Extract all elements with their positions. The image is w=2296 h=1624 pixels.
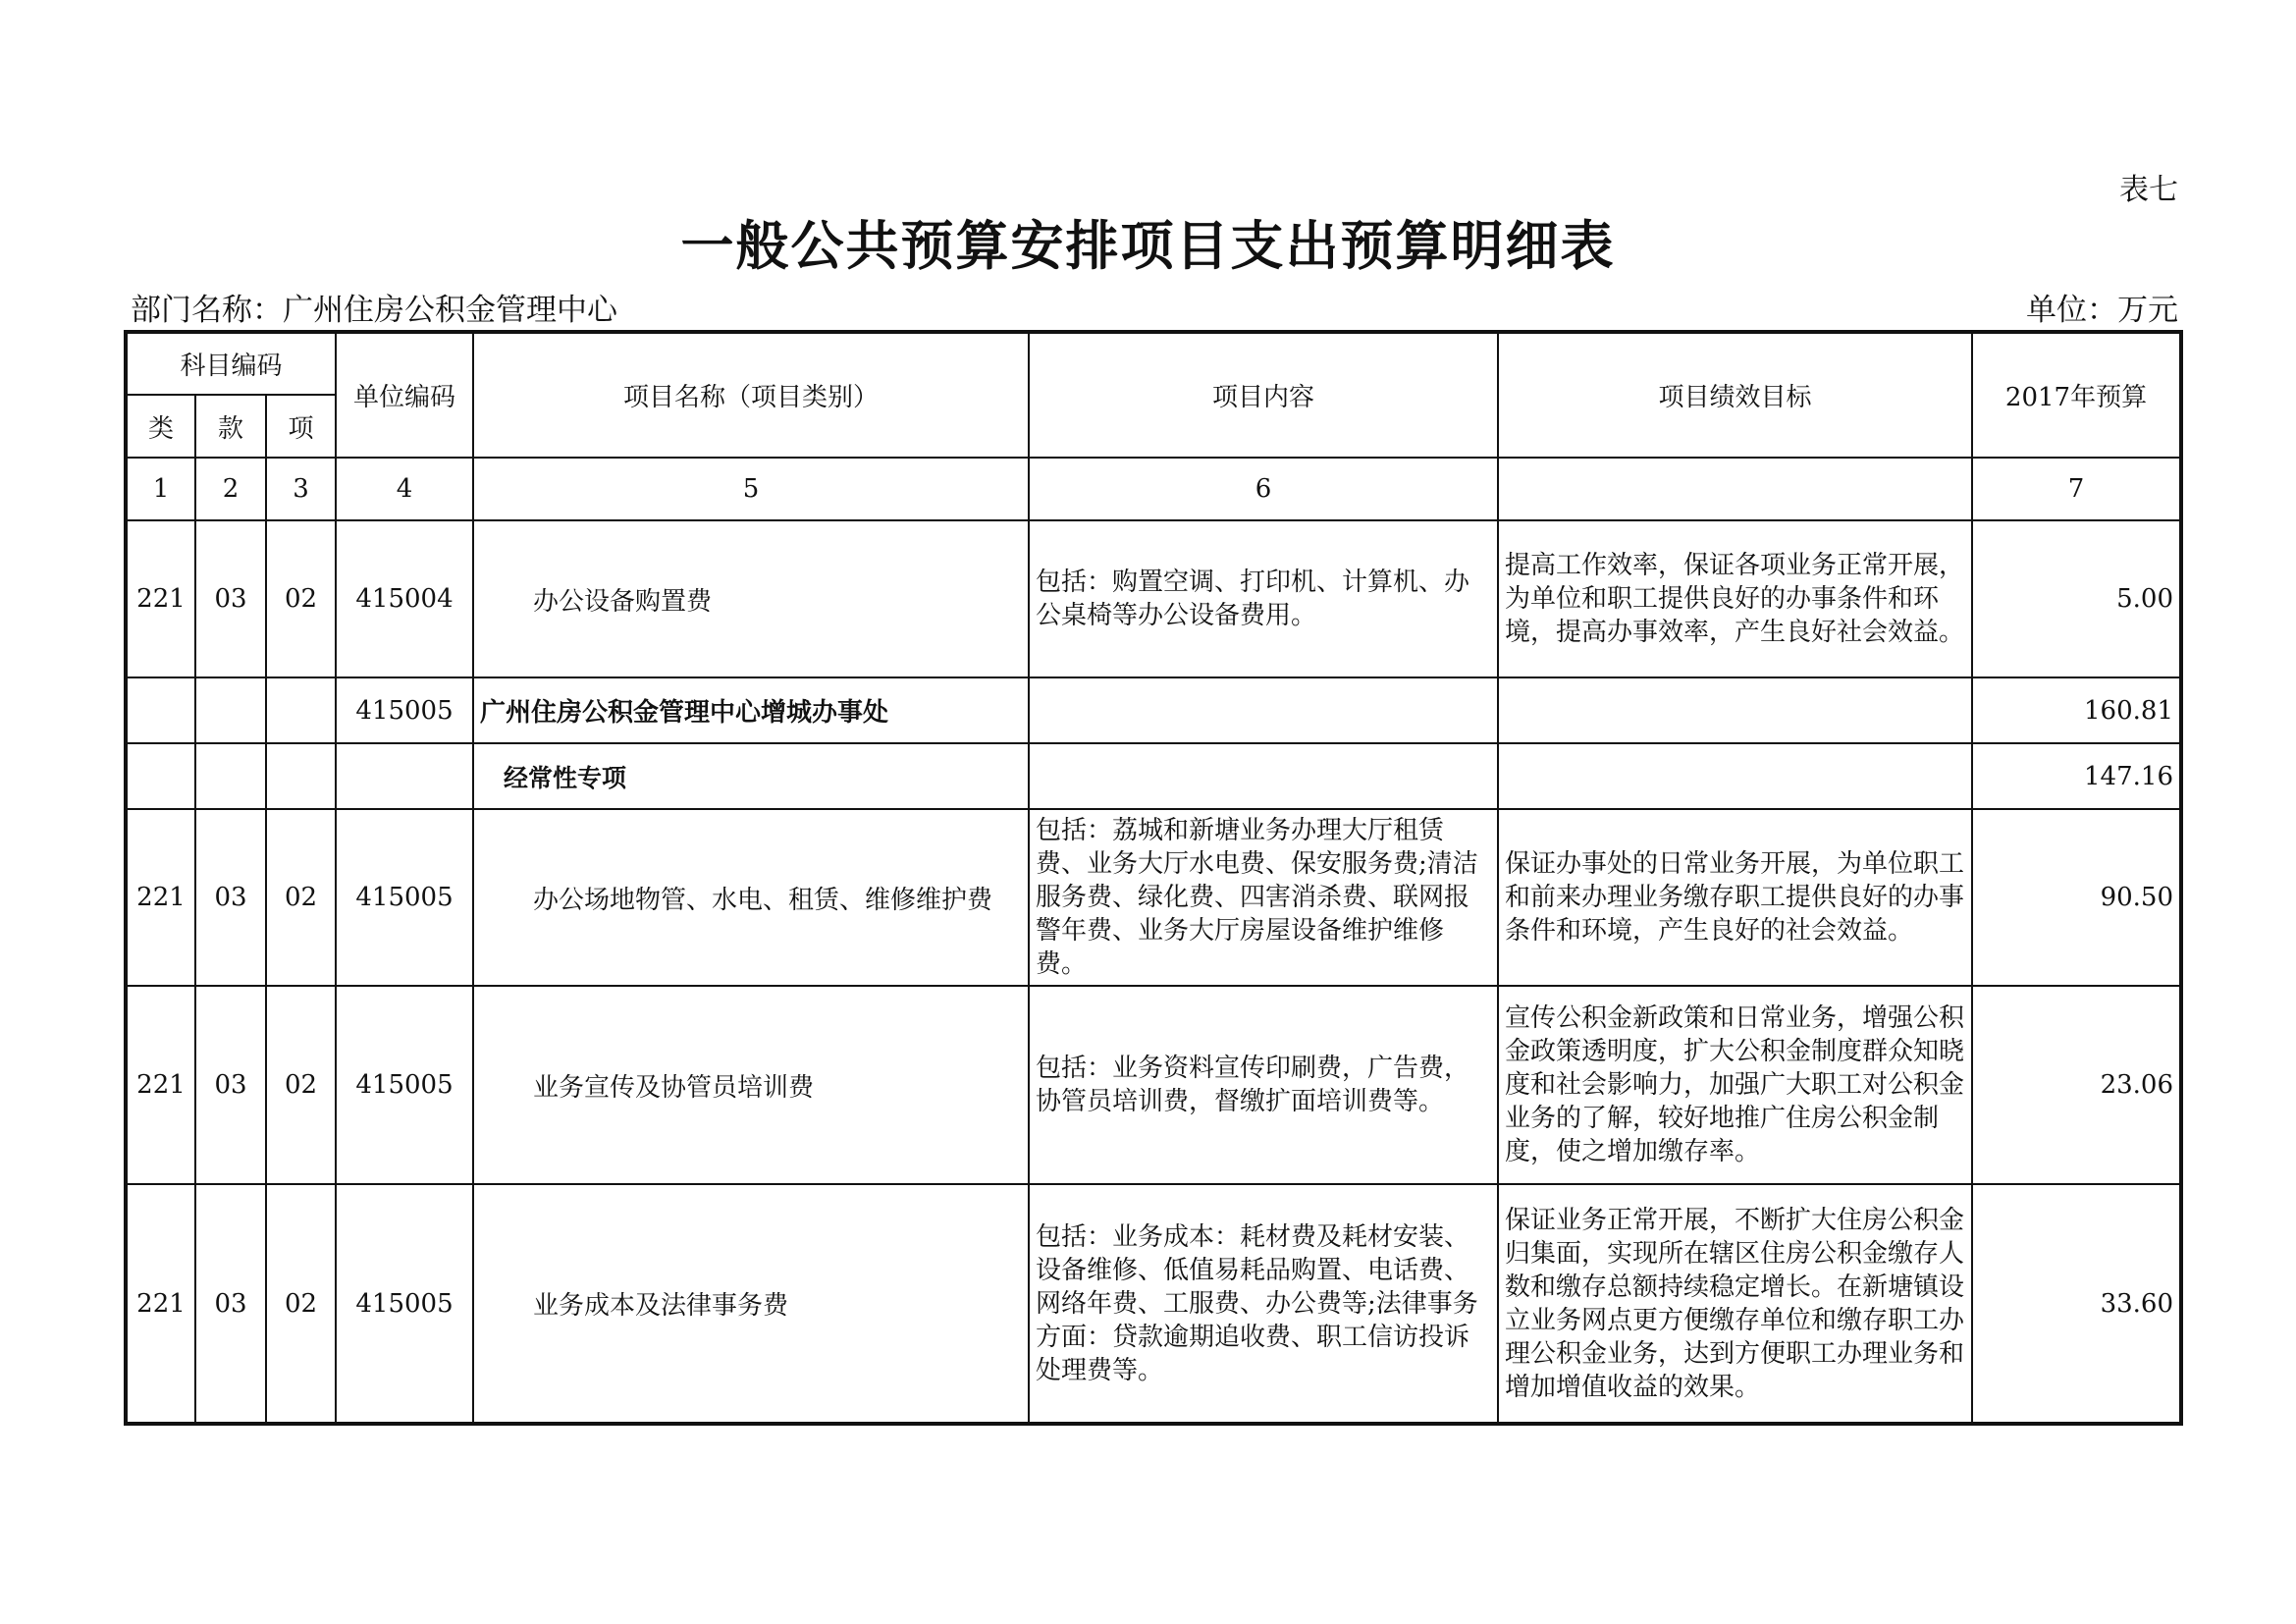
table-row bbox=[126, 1184, 2181, 1424]
table-row bbox=[126, 743, 2181, 809]
header-row-1 bbox=[126, 332, 2181, 395]
unit-code-cell bbox=[336, 743, 473, 809]
budget-cell: 33.60 bbox=[1972, 1184, 2181, 1424]
project-name-cell: 经常性专项 bbox=[473, 743, 1029, 809]
unit-code-header: 单位编码 bbox=[336, 332, 473, 458]
section-cell: 03 bbox=[195, 1184, 266, 1424]
page-title: 一般公共预算安排项目支出预算明细表 bbox=[680, 215, 1616, 277]
table-row bbox=[126, 677, 2181, 743]
column-number: 3 bbox=[266, 458, 336, 520]
unit-code-cell: 415005 bbox=[336, 809, 473, 986]
column-number bbox=[1498, 458, 1972, 520]
class-cell bbox=[126, 743, 195, 809]
item-cell: 02 bbox=[266, 986, 336, 1184]
table-number: 表七 bbox=[2119, 173, 2178, 207]
column-number: 4 bbox=[336, 458, 473, 520]
section-header: 款 bbox=[195, 395, 266, 458]
project-name-cell: 办公设备购置费 bbox=[473, 520, 1029, 677]
project-name-cell: 业务宣传及协管员培训费 bbox=[473, 986, 1029, 1184]
performance-goal-cell: 提高工作效率，保证各项业务正常开展，为单位和职工提供良好的办事条件和环境，提高办事效率，产生良好社会效益。 bbox=[1498, 520, 1972, 677]
budget-table bbox=[124, 330, 2183, 1426]
section-cell bbox=[195, 743, 266, 809]
project-content-cell bbox=[1029, 743, 1498, 809]
performance-goal-cell: 保证业务正常开展，不断扩大住房公积金归集面，实现所在辖区住房公积金缴存人数和缴存总额持续稳定增长。在新塘镇设立业务网点更方便缴存单位和缴存职工办理公积金业务，达到方便职工办理业务和增加增值收益的效果。 bbox=[1498, 1184, 1972, 1424]
unit-code-cell: 415005 bbox=[336, 986, 473, 1184]
project-content-cell: 包括：荔城和新塘业务办理大厅租赁费、业务大厅水电费、保安服务费;清洁服务费、绿化费、四害消杀费、联网报警年费、业务大厅房屋设备维护维修费。 bbox=[1029, 809, 1498, 986]
project-content-cell: 包括：购置空调、打印机、计算机、办公桌椅等办公设备费用。 bbox=[1029, 520, 1498, 677]
budget-cell: 90.50 bbox=[1972, 809, 2181, 986]
subject-code-header: 科目编码 bbox=[126, 332, 336, 395]
class-cell: 221 bbox=[126, 986, 195, 1184]
section-cell: 03 bbox=[195, 986, 266, 1184]
item-cell: 02 bbox=[266, 809, 336, 986]
column-number: 7 bbox=[1972, 458, 2181, 520]
item-cell bbox=[266, 677, 336, 743]
item-cell bbox=[266, 743, 336, 809]
performance-goal-header: 项目绩效目标 bbox=[1498, 332, 1972, 458]
budget-cell: 147.16 bbox=[1972, 743, 2181, 809]
class-cell bbox=[126, 677, 195, 743]
budget-cell: 160.81 bbox=[1972, 677, 2181, 743]
table-row bbox=[126, 986, 2181, 1184]
item-cell: 02 bbox=[266, 520, 336, 677]
budget-cell: 5.00 bbox=[1972, 520, 2181, 677]
performance-goal-cell: 宣传公积金新政策和日常业务，增强公积金政策透明度，扩大公积金制度群众知晓度和社会影响力，加强广大职工对公积金业务的了解，较好地推广住房公积金制度，使之增加缴存率。 bbox=[1498, 986, 1972, 1184]
budget-header: 2017年预算 bbox=[1972, 332, 2181, 458]
section-cell bbox=[195, 677, 266, 743]
unit-code-cell: 415005 bbox=[336, 677, 473, 743]
section-cell: 03 bbox=[195, 809, 266, 986]
column-number: 5 bbox=[473, 458, 1029, 520]
performance-goal-cell bbox=[1498, 677, 1972, 743]
section-cell: 03 bbox=[195, 520, 266, 677]
project-content-cell: 包括：业务资料宣传印刷费，广告费，协管员培训费，督缴扩面培训费等。 bbox=[1029, 986, 1498, 1184]
department-name: 部门名称：广州住房公积金管理中心 bbox=[131, 293, 617, 328]
item-header: 项 bbox=[266, 395, 336, 458]
class-cell: 221 bbox=[126, 520, 195, 677]
project-name-cell: 业务成本及法律事务费 bbox=[473, 1184, 1029, 1424]
item-cell: 02 bbox=[266, 1184, 336, 1424]
class-cell: 221 bbox=[126, 809, 195, 986]
column-number-row bbox=[126, 458, 2181, 520]
table-row bbox=[126, 520, 2181, 677]
class-header: 类 bbox=[126, 395, 195, 458]
unit-code-cell: 415004 bbox=[336, 520, 473, 677]
project-content-header: 项目内容 bbox=[1029, 332, 1498, 458]
performance-goal-cell bbox=[1498, 743, 1972, 809]
project-name-cell: 办公场地物管、水电、租赁、维修维护费 bbox=[473, 809, 1029, 986]
column-number: 2 bbox=[195, 458, 266, 520]
currency-unit: 单位：万元 bbox=[2026, 293, 2178, 328]
project-content-cell bbox=[1029, 677, 1498, 743]
column-number: 1 bbox=[126, 458, 195, 520]
project-name-cell: 广州住房公积金管理中心增城办事处 bbox=[473, 677, 1029, 743]
performance-goal-cell: 保证办事处的日常业务开展，为单位职工和前来办理业务缴存职工提供良好的办事条件和环境，产生良好的社会效益。 bbox=[1498, 809, 1972, 986]
project-name-header: 项目名称（项目类别） bbox=[473, 332, 1029, 458]
class-cell: 221 bbox=[126, 1184, 195, 1424]
project-content-cell: 包括：业务成本：耗材费及耗材安装、设备维修、低值易耗品购置、电话费、网络年费、工服费、办公费等;法律事务方面：贷款逾期追收费、职工信访投诉处理费等。 bbox=[1029, 1184, 1498, 1424]
budget-cell: 23.06 bbox=[1972, 986, 2181, 1184]
unit-code-cell: 415005 bbox=[336, 1184, 473, 1424]
column-number: 6 bbox=[1029, 458, 1498, 520]
table-row bbox=[126, 809, 2181, 986]
